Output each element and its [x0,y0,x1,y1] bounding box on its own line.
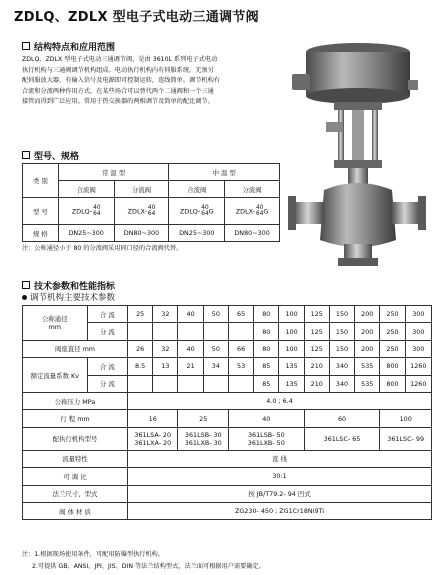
cell-dn-split [128,323,153,340]
cell-kv-split: 85 [254,375,279,392]
cell-flow-label: 流量特性 [23,450,128,467]
model-spec-table [22,163,280,242]
actuator-model: 361LXB- 30 [184,438,222,447]
cell-model-zdlq [58,198,114,225]
cell-actuator-label: 配执行机构型号 [23,427,128,450]
cell-kv-merge: 53 [228,358,253,375]
cell-seat-label: 阀座直径 mm [23,340,128,357]
cell-range-value: 30:1 [128,468,432,485]
intro-line: ZDLQ、ZDLX 型电子式电动三通调节阀，是由 3610L 系列电子式电动 [22,56,218,63]
cell-body-value: ZG230- 450 ; ZG1Cr18Ni9Ti [128,502,432,519]
cell-flange-label: 法兰尺寸、型式 [23,485,128,502]
dot-bullet-icon [22,295,27,300]
cell-kv-merge: 135 [279,358,304,375]
cell-dn-split [228,323,253,340]
cell-kv-split [203,375,228,392]
section-structure-title: 结构特点和应用范围 [34,43,116,53]
cell-spec: DN80~300 [114,225,169,242]
cell-dn-split [153,323,178,340]
section-model-title: 型号、规格 [34,152,80,162]
cell-merge: 合 流 [87,358,127,375]
actuator-model: 361LSA- 20 [134,430,172,439]
cell-dn-label [23,306,88,341]
cell-kv-split: 210 [304,375,329,392]
cell-model-label: 型 号 [23,198,59,225]
cell-pn-value: 4.0 ; 6.4 [128,392,432,409]
cell-kv-split: 535 [355,375,380,392]
cell-stroke: 100 [380,410,432,427]
pressure-top: 40 [147,204,156,211]
intro-line: 配伺服放大器，有输入信号及电源即可控制运转，连线简单。调节机构有 [22,77,220,85]
cell-dn-merge: 100 [279,306,304,323]
cell-kv-label: 额定流量系数 Kv [23,358,88,393]
cell-kv-merge: 340 [329,358,354,375]
cell-actuator [128,427,178,450]
cell-kv-split [228,375,253,392]
bottom-note-2: 2.可提供 GB、ANSI、JPI、JIS、DIN 等法兰结构型式，法兰面可根据用户需要确定。 [32,563,265,570]
cell-kv-merge: 13 [153,358,178,375]
cell-flow-value: 直 线 [128,450,432,467]
cell-dn-merge: 200 [355,306,380,323]
cell-flange-value: 按 JB/T79.2- 94 凹式 [128,485,432,502]
model-prefix: ZDLQ- [71,207,93,215]
cell-body-label: 阀 体 材 质 [23,502,128,519]
cell-dn-split: 125 [304,323,329,340]
actuator-model: 361LXA- 20 [134,438,172,447]
cell-seat: 40 [178,340,203,357]
pressure-bottom: 64 [147,211,156,217]
pressure-bottom: 64 [93,211,101,217]
bottom-note-1: 注：1.根据现场使用条件，可配用防爆型执行机构。 [22,551,165,558]
cell-kv-merge: 34 [203,358,228,375]
pressure-fraction [148,205,155,218]
cell-spec: DN25~300 [58,225,114,242]
cell-normal-temp: 常 温 型 [58,164,169,181]
pressure-bottom: 64 [256,211,264,217]
cell-seat: 100 [279,340,304,357]
cell-dn-merge: 300 [405,306,431,323]
actuator-model: 361LSB- 30 [184,430,222,439]
cell-merge: 合流阀 [169,181,225,198]
cell-actuator [304,427,380,450]
cell-stroke-label: 行 程 mm [23,410,128,427]
cell-merge: 合 流 [87,306,127,323]
page-title: ZDLQ、ZDLX 型电子式电动三通调节阀 [14,10,259,25]
cell-category: 类 别 [23,164,59,198]
cell-dn-split [178,323,203,340]
technical-params-table [22,305,432,520]
pressure-top: 40 [93,204,101,211]
cell-dn-merge: 80 [254,306,279,323]
dn-unit: mm [48,323,62,332]
subsection-title: 调节机构主要技术参数 [30,293,116,303]
cell-model-zdlx [114,198,169,225]
cell-seat: 150 [329,340,354,357]
cell-kv-split [128,375,153,392]
cell-stroke: 16 [128,410,178,427]
cell-seat: 300 [405,340,431,357]
square-bullet-icon [22,42,30,50]
cell-seat: 66 [228,340,253,357]
cell-dn-merge: 32 [153,306,178,323]
square-bullet-icon [22,151,30,159]
cell-stroke: 25 [178,410,228,427]
cell-kv-split: 135 [279,375,304,392]
cell-model-zdlx-g [225,198,280,225]
cell-dn-split: 80 [254,323,279,340]
dn-label: 公称通径 [42,315,68,324]
cell-kv-merge: 1260 [405,358,431,375]
model-suffix: G [263,207,269,215]
cell-dn-merge: 250 [380,306,405,323]
actuator-model: 361LSC- 65 [323,434,361,443]
cell-dn-merge: 65 [228,306,253,323]
cell-seat: 250 [380,340,405,357]
cell-actuator [228,427,304,450]
cell-dn-split [203,323,228,340]
cell-range-label: 可 调 比 [23,468,128,485]
pressure-top: 40 [256,204,264,211]
cell-kv-split [178,375,203,392]
intro-paragraph [22,55,280,108]
cell-seat: 200 [355,340,380,357]
cell-spec: DN25~300 [169,225,225,242]
model-prefix: ZDLQ- [179,207,201,215]
intro-line: 接管而得到广泛应用。常用于热交换器的两相调节及简单的配比调节。 [22,98,214,106]
cell-actuator [178,427,228,450]
cell-dn-split: 100 [279,323,304,340]
actuator-model: 361LXB- 50 [247,438,285,447]
cell-kv-merge: 8.5 [128,358,153,375]
cell-dn-split: 200 [355,323,380,340]
cell-pn-label: 公称压力 MPa [23,392,128,409]
model-prefix: ZDLX- [127,207,147,215]
pressure-fraction [93,205,100,218]
cell-kv-merge: 535 [355,358,380,375]
cell-dn-merge: 150 [329,306,354,323]
cell-seat: 125 [304,340,329,357]
valve-illustration [286,40,436,275]
section-model-heading [22,149,79,162]
cell-dn-merge: 125 [304,306,329,323]
cell-dn-split: 150 [329,323,354,340]
actuator-model: 361LSB- 50 [247,430,285,439]
cell-stroke: 40 [228,410,304,427]
cell-model-zdlq-g [169,198,225,225]
cell-actuator [380,427,432,450]
cell-kv-merge: 21 [178,358,203,375]
model-prefix: ZDLX- [235,207,256,215]
cell-seat: 80 [254,340,279,357]
cell-stroke: 60 [304,410,380,427]
cell-mid-temp: 中 温 型 [169,164,280,181]
cell-kv-split [153,375,178,392]
cell-kv-split: 800 [380,375,405,392]
cell-kv-split: 1260 [405,375,431,392]
subsection-heading [22,291,115,303]
pressure-bottom: 64 [201,211,209,217]
section-params-title: 技术参数和性能指标 [34,282,116,292]
section-structure-heading [22,40,115,53]
cell-spec-label: 规 格 [23,225,59,242]
cell-merge: 合流阀 [58,181,114,198]
cell-seat: 26 [128,340,153,357]
cell-dn-merge: 50 [203,306,228,323]
cell-dn-split: 300 [405,323,431,340]
cell-split: 分流阀 [225,181,280,198]
cell-kv-merge: 800 [380,358,405,375]
cell-seat: 50 [203,340,228,357]
cell-kv-split: 340 [329,375,354,392]
cell-split: 分 流 [87,375,127,392]
cell-kv-merge: 85 [254,358,279,375]
cell-seat: 32 [153,340,178,357]
intro-line: 合流和分流两种作用方式，在某些场合可以替代两个二通阀和一个三通 [22,87,214,95]
square-bullet-icon [22,281,30,289]
cell-kv-merge: 210 [304,358,329,375]
cell-spec: DN80~300 [225,225,280,242]
model-note: 注：公称通径小于 80 的分流阀采用同口径的合流阀代替。 [22,245,183,252]
model-suffix: G [208,207,214,215]
cell-split: 分流阀 [114,181,169,198]
cell-split: 分 流 [87,323,127,340]
pressure-fraction [201,205,208,218]
actuator-model: 361LSC- 99 [387,434,425,443]
cell-dn-split: 250 [380,323,405,340]
cell-dn-merge: 25 [128,306,153,323]
pressure-top: 40 [201,204,209,211]
intro-line: 执行机构与三通阀调节机构组成。电动执行机构内有伺服系统，无须另 [22,66,214,74]
cell-dn-merge: 40 [178,306,203,323]
